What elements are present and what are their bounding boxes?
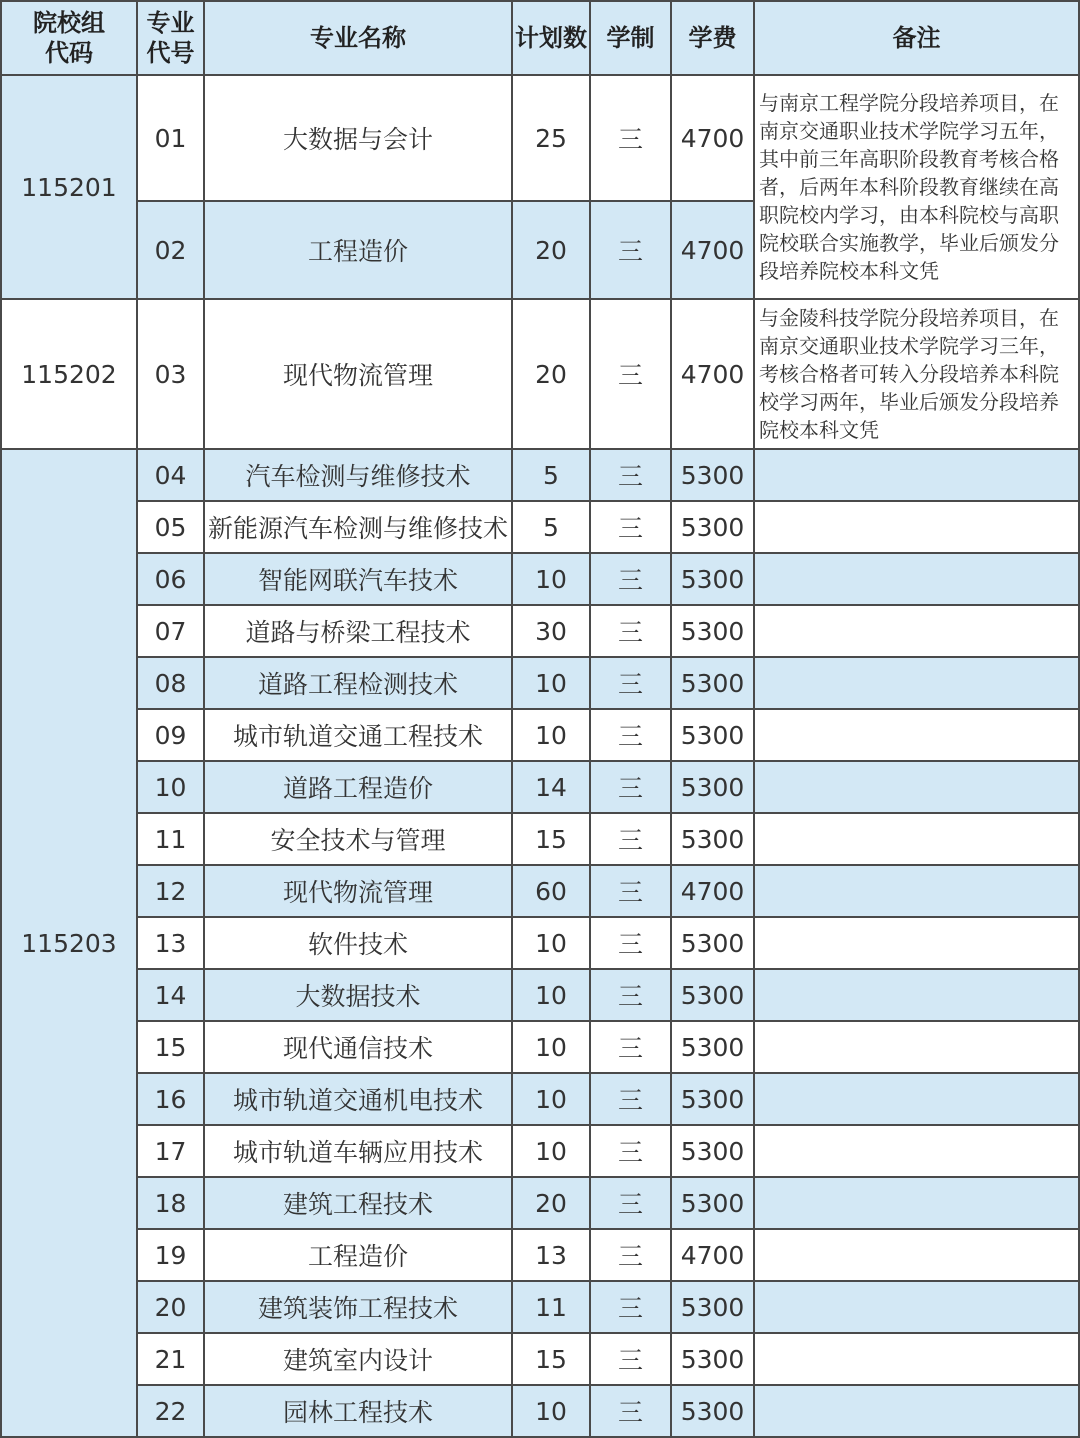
duration-cell: 三 (590, 1333, 671, 1385)
duration-cell: 三 (590, 449, 671, 501)
major-name-cell: 安全技术与管理 (204, 813, 512, 865)
major-name-cell: 新能源汽车检测与维修技术 (204, 501, 512, 553)
major-code-cell: 02 (137, 201, 204, 299)
duration-cell: 三 (590, 1073, 671, 1125)
major-code-cell: 11 (137, 813, 204, 865)
duration-cell: 三 (590, 553, 671, 605)
duration-cell: 三 (590, 761, 671, 813)
header-group-code-line1: 院校组 (33, 9, 105, 37)
tuition-cell: 4700 (671, 865, 754, 917)
plan-cell: 10 (512, 1073, 590, 1125)
major-code-cell: 19 (137, 1229, 204, 1281)
major-name-cell: 软件技术 (204, 917, 512, 969)
header-plan: 计划数 (512, 1, 590, 75)
major-name-cell: 现代通信技术 (204, 1021, 512, 1073)
major-name-cell: 大数据与会计 (204, 75, 512, 201)
table-row (1, 1385, 1079, 1437)
header-group-code-line2: 代码 (45, 39, 93, 67)
major-name-cell: 现代物流管理 (204, 865, 512, 917)
major-name-cell: 城市轨道交通机电技术 (204, 1073, 512, 1125)
duration-cell: 三 (590, 865, 671, 917)
duration-cell: 三 (590, 299, 671, 449)
table-row (1, 605, 1079, 657)
table-row (1, 1021, 1079, 1073)
duration-cell: 三 (590, 969, 671, 1021)
duration-cell: 三 (590, 1385, 671, 1437)
duration-cell: 三 (590, 605, 671, 657)
major-code-cell: 12 (137, 865, 204, 917)
header-row (1, 1, 1079, 75)
tuition-cell: 4700 (671, 1229, 754, 1281)
major-code-cell: 17 (137, 1125, 204, 1177)
major-code-cell: 03 (137, 299, 204, 449)
table-row (1, 75, 1079, 201)
table-row (1, 1333, 1079, 1385)
major-code-cell: 14 (137, 969, 204, 1021)
notes-cell: 与南京工程学院分段培养项目，在南京交通职业技术学院学习五年，其中前三年高职阶段教育考核合格者，后两年本科阶段教育继续在高职院校内学习，由本科院校与高职院校联合实施教学，毕业后颁发分段培养院校本科文凭 (754, 75, 1079, 299)
plan-cell: 15 (512, 813, 590, 865)
tuition-cell: 5300 (671, 1021, 754, 1073)
header-major-code (137, 1, 204, 75)
table-row (1, 1281, 1079, 1333)
notes-cell (754, 605, 1079, 657)
major-name-cell: 道路与桥梁工程技术 (204, 605, 512, 657)
major-name-cell: 建筑工程技术 (204, 1177, 512, 1229)
major-name-cell: 城市轨道交通工程技术 (204, 709, 512, 761)
major-name-cell: 建筑室内设计 (204, 1333, 512, 1385)
plan-cell: 25 (512, 75, 590, 201)
major-code-cell: 05 (137, 501, 204, 553)
duration-cell: 三 (590, 1125, 671, 1177)
table-row (1, 761, 1079, 813)
plan-cell: 13 (512, 1229, 590, 1281)
tuition-cell: 5300 (671, 501, 754, 553)
table-row (1, 657, 1079, 709)
duration-cell: 三 (590, 813, 671, 865)
tuition-cell: 4700 (671, 201, 754, 299)
table-row (1, 553, 1079, 605)
major-name-cell: 建筑装饰工程技术 (204, 1281, 512, 1333)
major-code-cell: 09 (137, 709, 204, 761)
tuition-cell: 5300 (671, 917, 754, 969)
header-major-name: 专业名称 (204, 1, 512, 75)
plan-cell: 11 (512, 1281, 590, 1333)
major-code-cell: 10 (137, 761, 204, 813)
major-code-cell: 21 (137, 1333, 204, 1385)
plan-cell: 10 (512, 917, 590, 969)
notes-cell (754, 449, 1079, 501)
major-name-cell: 现代物流管理 (204, 299, 512, 449)
group-code-cell: 115201 (1, 75, 137, 299)
notes-cell (754, 1073, 1079, 1125)
notes-cell (754, 1385, 1079, 1437)
table-row (1, 813, 1079, 865)
notes-cell (754, 813, 1079, 865)
tuition-cell: 5300 (671, 1125, 754, 1177)
tuition-cell: 5300 (671, 605, 754, 657)
duration-cell: 三 (590, 1177, 671, 1229)
duration-cell: 三 (590, 1281, 671, 1333)
major-name-cell: 汽车检测与维修技术 (204, 449, 512, 501)
tuition-cell: 5300 (671, 813, 754, 865)
plan-cell: 10 (512, 1021, 590, 1073)
header-duration: 学制 (590, 1, 671, 75)
table-row (1, 1073, 1079, 1125)
notes-cell (754, 1229, 1079, 1281)
major-code-cell: 08 (137, 657, 204, 709)
major-code-cell: 22 (137, 1385, 204, 1437)
plan-cell: 5 (512, 501, 590, 553)
tuition-cell: 5300 (671, 761, 754, 813)
tuition-cell: 4700 (671, 75, 754, 201)
major-code-cell: 04 (137, 449, 204, 501)
table-row (1, 917, 1079, 969)
table-row (1, 1125, 1079, 1177)
table-row (1, 1177, 1079, 1229)
tuition-cell: 5300 (671, 553, 754, 605)
major-name-cell: 工程造价 (204, 1229, 512, 1281)
plan-cell: 15 (512, 1333, 590, 1385)
major-code-cell: 20 (137, 1281, 204, 1333)
notes-cell (754, 969, 1079, 1021)
header-major-code-line2: 代号 (146, 39, 195, 67)
plan-cell: 20 (512, 201, 590, 299)
header-major-code-line1: 专业 (146, 9, 195, 37)
table-row (1, 709, 1079, 761)
table-row (1, 969, 1079, 1021)
duration-cell: 三 (590, 201, 671, 299)
tuition-cell: 5300 (671, 449, 754, 501)
plan-cell: 30 (512, 605, 590, 657)
duration-cell: 三 (590, 1229, 671, 1281)
header-tuition: 学费 (671, 1, 754, 75)
notes-cell (754, 1281, 1079, 1333)
major-name-cell: 道路工程检测技术 (204, 657, 512, 709)
duration-cell: 三 (590, 709, 671, 761)
group-code-cell: 115202 (1, 299, 137, 449)
plan-cell: 5 (512, 449, 590, 501)
major-code-cell: 15 (137, 1021, 204, 1073)
duration-cell: 三 (590, 917, 671, 969)
duration-cell: 三 (590, 657, 671, 709)
header-notes: 备注 (754, 1, 1079, 75)
plan-cell: 14 (512, 761, 590, 813)
table-row (1, 449, 1079, 501)
duration-cell: 三 (590, 501, 671, 553)
notes-cell (754, 1177, 1079, 1229)
major-code-cell: 01 (137, 75, 204, 201)
tuition-cell: 5300 (671, 1333, 754, 1385)
header-group-code (1, 1, 137, 75)
duration-cell: 三 (590, 75, 671, 201)
plan-cell: 10 (512, 553, 590, 605)
plan-cell: 20 (512, 1177, 590, 1229)
major-name-cell: 大数据技术 (204, 969, 512, 1021)
notes-cell (754, 1021, 1079, 1073)
plan-cell: 10 (512, 1385, 590, 1437)
tuition-cell: 5300 (671, 1281, 754, 1333)
plan-cell: 10 (512, 657, 590, 709)
plan-cell: 10 (512, 709, 590, 761)
table-row (1, 299, 1079, 449)
notes-cell (754, 709, 1079, 761)
major-name-cell: 智能网联汽车技术 (204, 553, 512, 605)
tuition-cell: 5300 (671, 1073, 754, 1125)
tuition-cell: 5300 (671, 709, 754, 761)
duration-cell: 三 (590, 1021, 671, 1073)
tuition-cell: 5300 (671, 969, 754, 1021)
notes-cell (754, 501, 1079, 553)
notes-cell (754, 553, 1079, 605)
notes-cell (754, 1125, 1079, 1177)
major-code-cell: 07 (137, 605, 204, 657)
major-name-cell: 道路工程造价 (204, 761, 512, 813)
table-row (1, 501, 1079, 553)
major-name-cell: 工程造价 (204, 201, 512, 299)
tuition-cell: 4700 (671, 299, 754, 449)
major-code-cell: 16 (137, 1073, 204, 1125)
plan-cell: 20 (512, 299, 590, 449)
plan-cell: 60 (512, 865, 590, 917)
tuition-cell: 5300 (671, 1385, 754, 1437)
notes-cell (754, 657, 1079, 709)
notes-cell (754, 761, 1079, 813)
major-name-cell: 城市轨道车辆应用技术 (204, 1125, 512, 1177)
notes-cell (754, 1333, 1079, 1385)
notes-cell (754, 865, 1079, 917)
table-row (1, 1229, 1079, 1281)
major-name-cell: 园林工程技术 (204, 1385, 512, 1437)
major-code-cell: 06 (137, 553, 204, 605)
major-code-cell: 18 (137, 1177, 204, 1229)
tuition-cell: 5300 (671, 657, 754, 709)
notes-cell: 与金陵科技学院分段培养项目，在南京交通职业技术学院学习三年，考核合格者可转入分段培养本科院校学习两年，毕业后颁发分段培养院校本科文凭 (754, 299, 1079, 449)
table-row (1, 865, 1079, 917)
tuition-cell: 5300 (671, 1177, 754, 1229)
notes-cell (754, 917, 1079, 969)
major-code-cell: 13 (137, 917, 204, 969)
group-code-cell: 115203 (1, 449, 137, 1437)
plan-cell: 10 (512, 969, 590, 1021)
plan-cell: 10 (512, 1125, 590, 1177)
